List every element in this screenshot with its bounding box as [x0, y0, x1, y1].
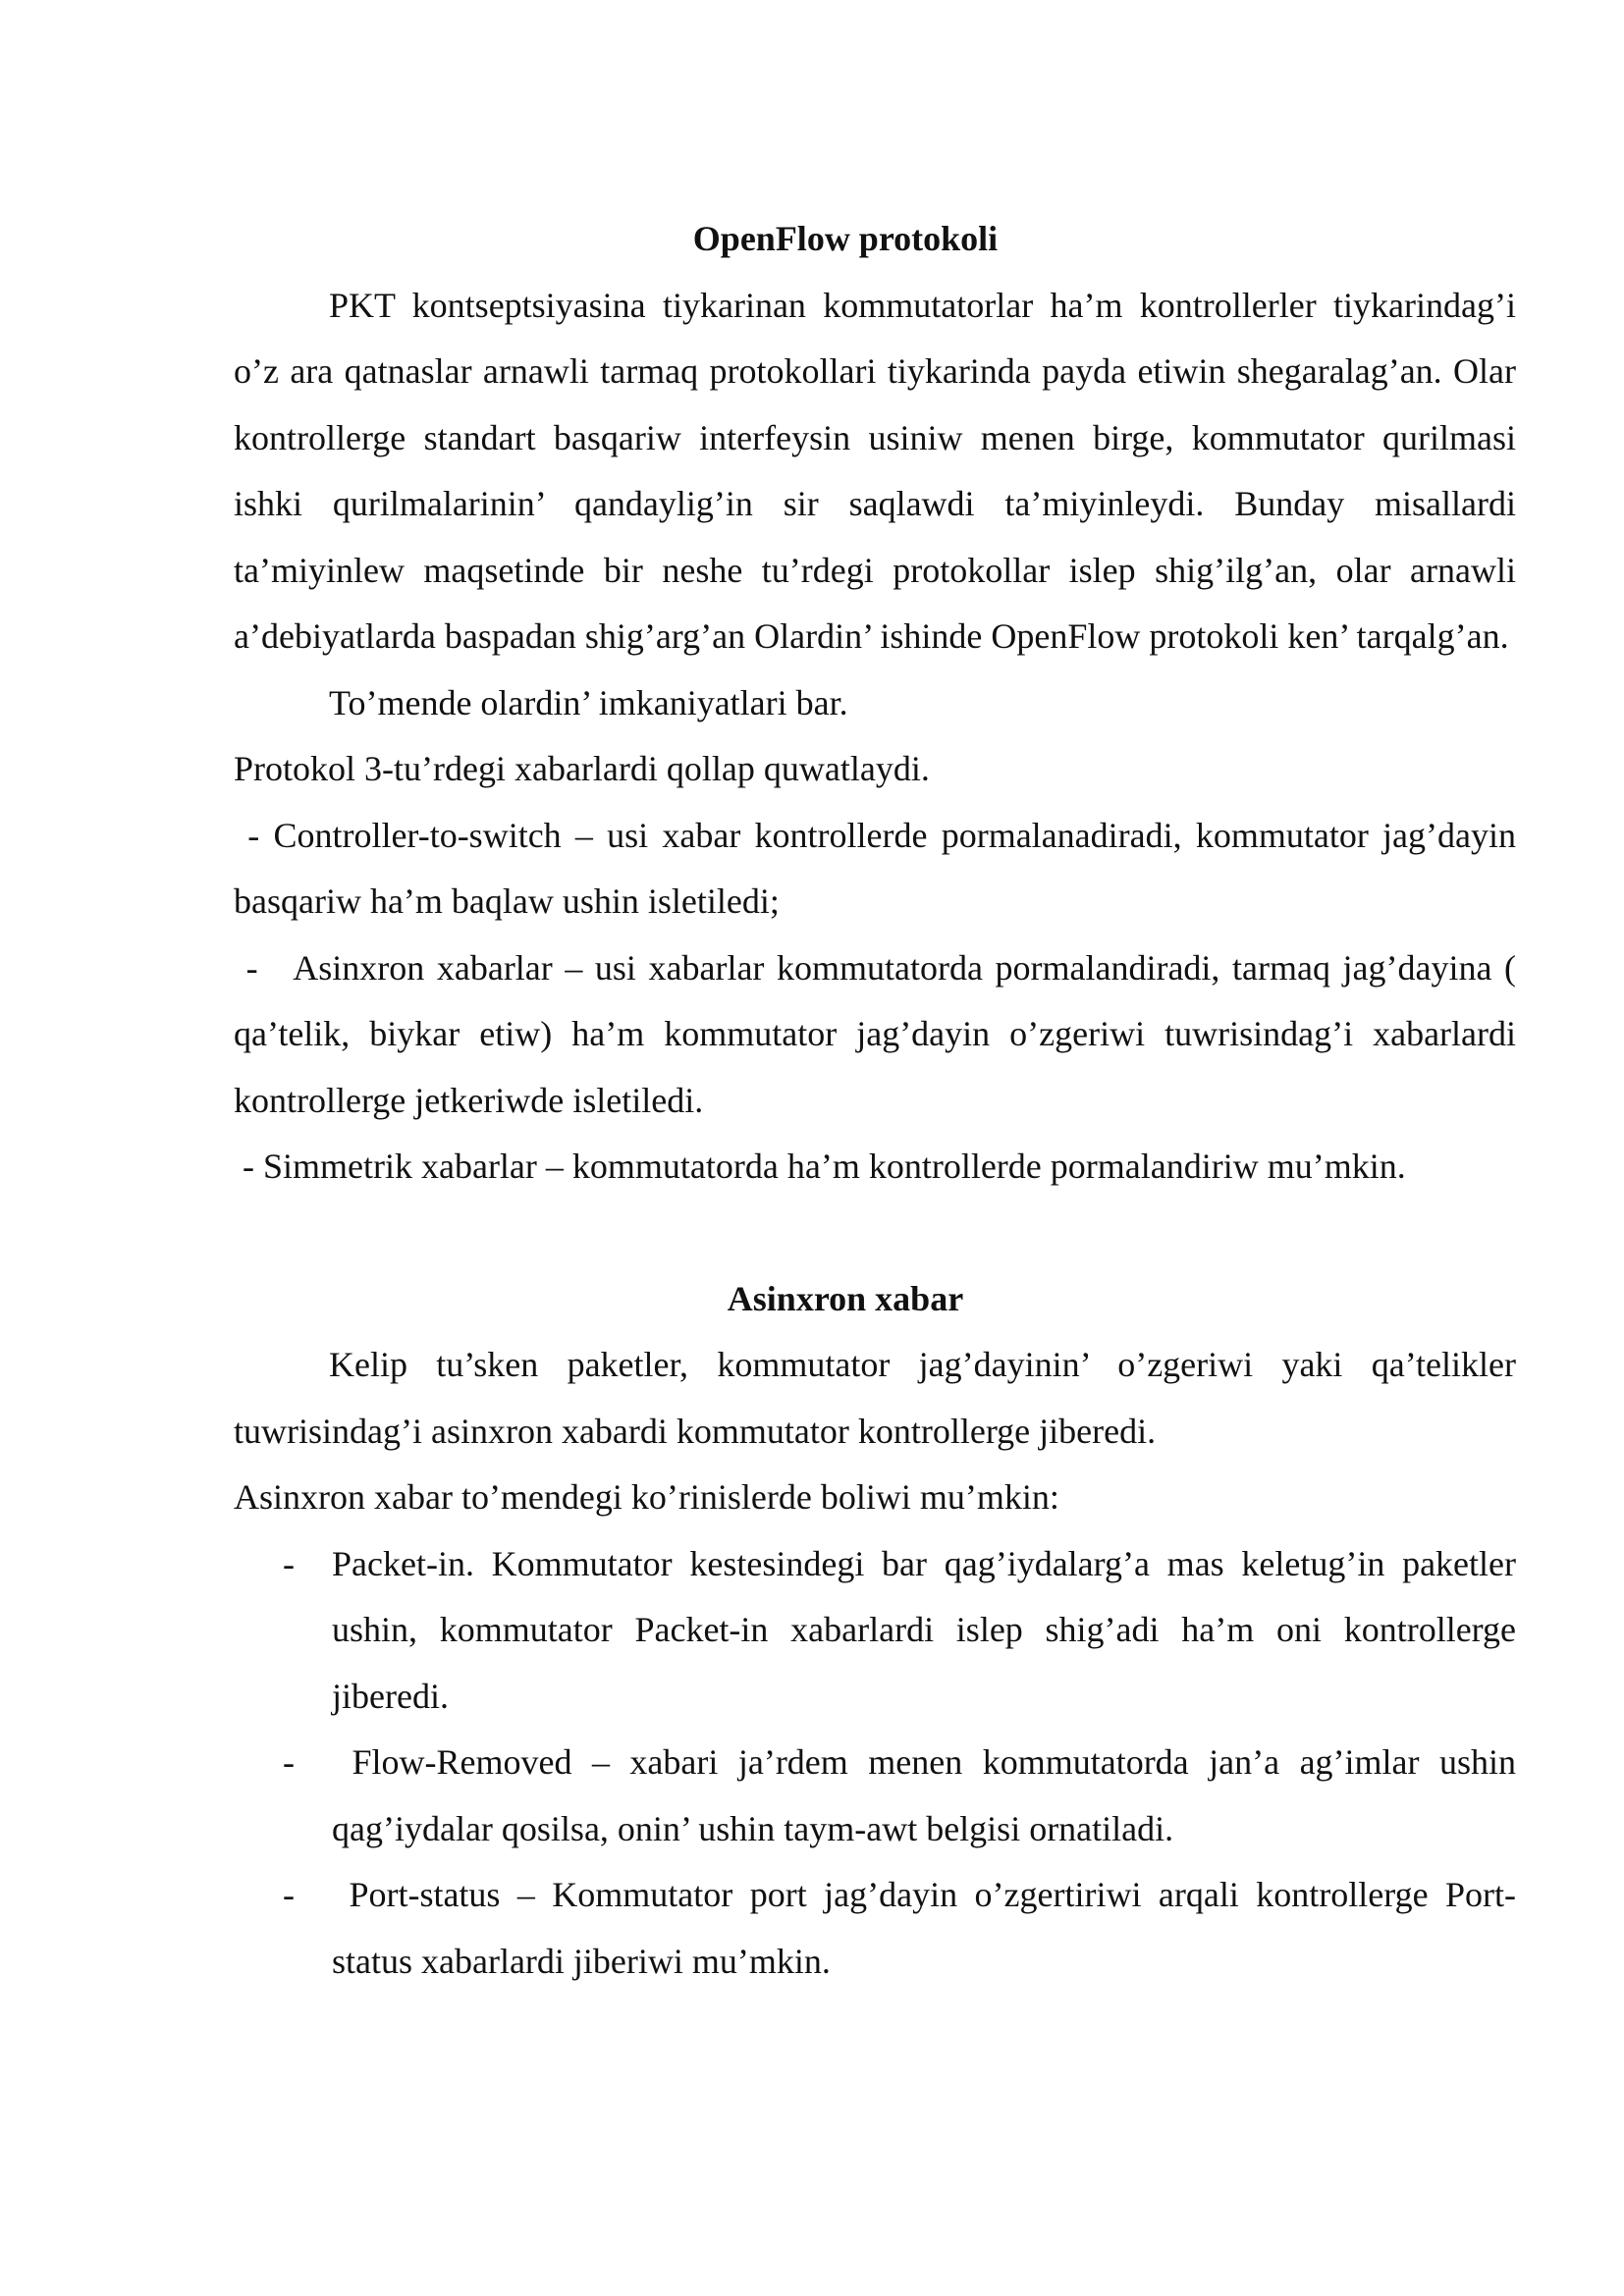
list-dash: -: [283, 1742, 295, 1782]
list-dash: -: [283, 1875, 295, 1914]
paragraph-intro: PKT kontseptsiyasina tiykarinan kommutatorlar ha’m kontrollerler tiykarindag’i o’z ara qatnaslar arnawli tarmaq protokollari tiykarinda payda etiwin shegaralag’an. Olar kontrollerge standart basqariw interfeysin usiniw menen birge, kommutator qurilmasi ishki qurilmalarinin’ qandaylig’in sir saqlawdi ta’miyinleydi. Bunday misallardi ta’miyinlew maqsetinde bir neshe tu’rdegi protokollar islep shig’ilg’an, olar arnawli a’debiyatlarda baspadan shig’arg’an Olardin’ ishinde OpenFlow protokoli ken’ tarqalg’an.: [234, 285, 1516, 656]
message-type-async: - Asinxron xabarlar – usi xabarlar kommutatorda pormalandiradi, tarmaq jag’dayina ( qa’telik, biykar etiw) ha’m kommutator jag’dayin o’zgeriwi tuwrisindag’i xabarlardi kontrollerge jetkeriwde isletiledi.: [234, 947, 1526, 1120]
list-item-text: Flow-Removed – xabari ja’rdem menen kommutatorda jan’a ag’imlar ushin qag’iydalar qosilsa, onin’ ushin taym-awt belgisi ornatiladi.: [332, 1742, 1525, 1848]
paragraph-message-types: Protokol 3-tu’rdegi xabarlardi qollap quwatlaydi.: [234, 749, 930, 788]
list-dash: -: [283, 1543, 295, 1583]
message-type-controller-to-switch: - Controller-to-switch – usi xabar kontrollerde pormalanadiradi, kommutator jag’dayin basqariw ha’m baqlaw ushin isletiledi;: [234, 815, 1525, 921]
paragraph-capabilities: To’mende olardin’ imkaniyatlari bar.: [329, 682, 848, 722]
list-item: [234, 1862, 1516, 1995]
list-item-text: Port-status – Kommutator port jag’dayin o’zgertiriwi arqali kontrollerge Port-status xabarlardi jiberiwi mu’mkin.: [332, 1875, 1516, 1981]
paragraph-async-intro: Kelip tu’sken paketler, kommutator jag’dayinin’ o’zgeriwi yaki qa’telikler tuwrisindag’i asinxron xabardi kommutator kontrollerge jiberedi.: [234, 1345, 1516, 1451]
section-title-async: Asinxron xabar: [727, 1278, 964, 1318]
section-title-openflow: OpenFlow protokoli: [692, 219, 999, 258]
async-forms-list: [234, 1531, 1525, 1996]
document-page: [234, 206, 1526, 1995]
list-item-text: Packet-in. Kommutator kestesindegi bar qag’iydalarg’a mas keletug’in paketler ushin, kommutator Packet-in xabarlardi islep shig’adi ha’m oni kontrollerge jiberedi.: [332, 1543, 1516, 1716]
paragraph-async-forms: Asinxron xabar to’mendegi ko’rinislerde boliwi mu’mkin:: [234, 1477, 1059, 1517]
message-type-symmetric: - Simmetrik xabarlar – kommutatorda ha’m kontrollerde pormalandiriw mu’mkin.: [234, 1147, 1406, 1186]
list-item: [234, 1531, 1516, 1731]
list-item: [234, 1730, 1525, 1862]
